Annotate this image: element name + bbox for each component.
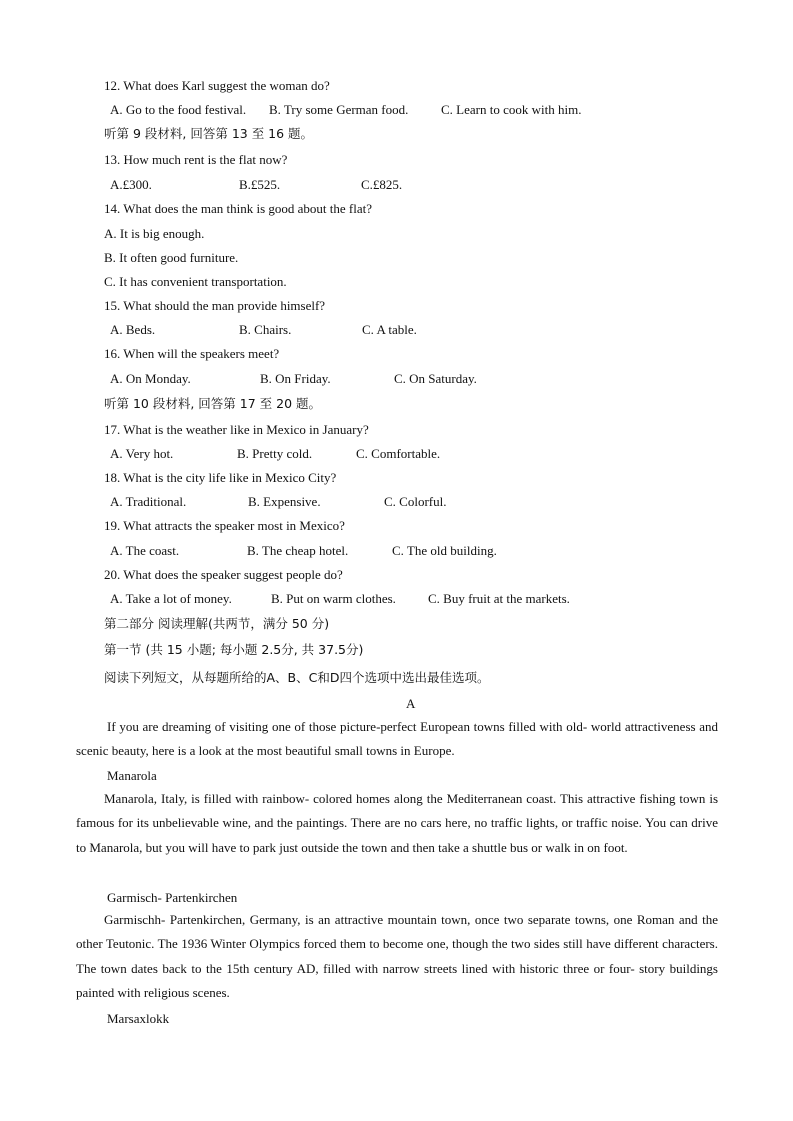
question-18-stem: 18. What is the city life like in Mexico City? <box>104 470 337 485</box>
q15-option-b: B. Chairs. <box>239 322 292 337</box>
q17-option-a: A. Very hot. <box>110 446 174 461</box>
q12-option-b: B. Try some German food. <box>269 102 409 117</box>
part-2-title: 第二部分 阅读理解(共两节，满分 50 分) <box>104 616 330 631</box>
question-19-stem: 19. What attracts the speaker most in Mexico? <box>104 518 345 533</box>
passage-label: A <box>406 696 416 711</box>
passage-intro: If you are dreaming of visiting one of those picture-perfect European towns filled with old- world attractiveness and scenic beauty, here is a look at the most beautiful small towns in Europe. <box>76 719 718 759</box>
q12-option-a: A. Go to the food festival. <box>110 102 247 117</box>
section-1-title: 第一节 (共 15 小题; 每小题 2.5分, 共 37.5分) <box>104 642 364 657</box>
q16-option-b: B. On Friday. <box>260 371 331 386</box>
q16-option-c: C. On Saturday. <box>394 371 477 386</box>
q13-option-a: A.£300. <box>110 177 152 192</box>
q20-option-c: C. Buy fruit at the markets. <box>428 591 570 606</box>
q13-option-b: B.£525. <box>239 177 281 192</box>
q14-option-a: A. It is big enough. <box>104 226 205 241</box>
town-heading-garmisch: Garmisch- Partenkirchen <box>107 890 238 905</box>
q13-option-c: C.£825. <box>361 177 403 192</box>
q12-option-c: C. Learn to cook with him. <box>441 102 582 117</box>
q18-option-b: B. Expensive. <box>248 494 321 509</box>
q19-option-c: C. The old building. <box>392 543 497 558</box>
q17-option-b: B. Pretty cold. <box>237 446 313 461</box>
question-12-stem: 12. What does Karl suggest the woman do? <box>104 78 330 93</box>
q20-option-a: A. Take a lot of money. <box>110 591 232 606</box>
q15-option-c: C. A table. <box>362 322 417 337</box>
q17-option-c: C. Comfortable. <box>356 446 441 461</box>
q18-option-c: C. Colorful. <box>384 494 447 509</box>
q14-option-b: B. It often good furniture. <box>104 250 239 265</box>
reading-instruction: 阅读下列短文，从每题所给的A、B、C和D四个选项中选出最佳选项。 <box>104 670 490 685</box>
town-paragraph-manarola: Manarola, Italy, is filled with rainbow- colored homes along the Mediterranean coast. This attractive fishing town is famous for its unbelievable wine, and the paintings. There are no cars here, no traffic lights, or traffic noise. You can drive to Manarola, but you will have to park just outside the town and then take a shuttle bus or walk in on foot. <box>76 791 718 855</box>
question-17-stem: 17. What is the weather like in Mexico in January? <box>104 422 369 437</box>
q16-option-a: A. On Monday. <box>110 371 191 386</box>
question-20-stem: 20. What does the speaker suggest people do? <box>104 567 343 582</box>
q20-option-b: B. Put on warm clothes. <box>271 591 396 606</box>
question-13-stem: 13. How much rent is the flat now? <box>104 152 288 167</box>
q15-option-a: A. Beds. <box>110 322 156 337</box>
q18-option-a: A. Traditional. <box>110 494 187 509</box>
q19-option-a: A. The coast. <box>110 543 180 558</box>
section-heading-passage-9: 听第 9 段材料, 回答第 13 至 16 题。 <box>104 126 314 141</box>
town-heading-manarola: Manarola <box>107 768 157 783</box>
q14-option-c: C. It has convenient transportation. <box>104 274 287 289</box>
q19-option-b: B. The cheap hotel. <box>247 543 349 558</box>
question-16-stem: 16. When will the speakers meet? <box>104 346 280 361</box>
question-14-stem: 14. What does the man think is good about the flat? <box>104 201 373 216</box>
town-heading-marsaxlokk: Marsaxlokk <box>107 1011 170 1026</box>
town-paragraph-garmisch: Garmischh- Partenkirchen, Germany, is an attractive mountain town, once two separate towns, one Roman and the other Teutonic. The 1936 Winter Olympics forced them to become one, though the two sides still have different characters. The town dates back to the 15th century AD, filled with narrow streets lined with historic three or four- story buildings painted with religious scenes. <box>76 912 718 1000</box>
question-15-stem: 15. What should the man provide himself? <box>104 298 326 313</box>
section-heading-passage-10: 听第 10 段材料, 回答第 17 至 20 题。 <box>104 396 322 411</box>
